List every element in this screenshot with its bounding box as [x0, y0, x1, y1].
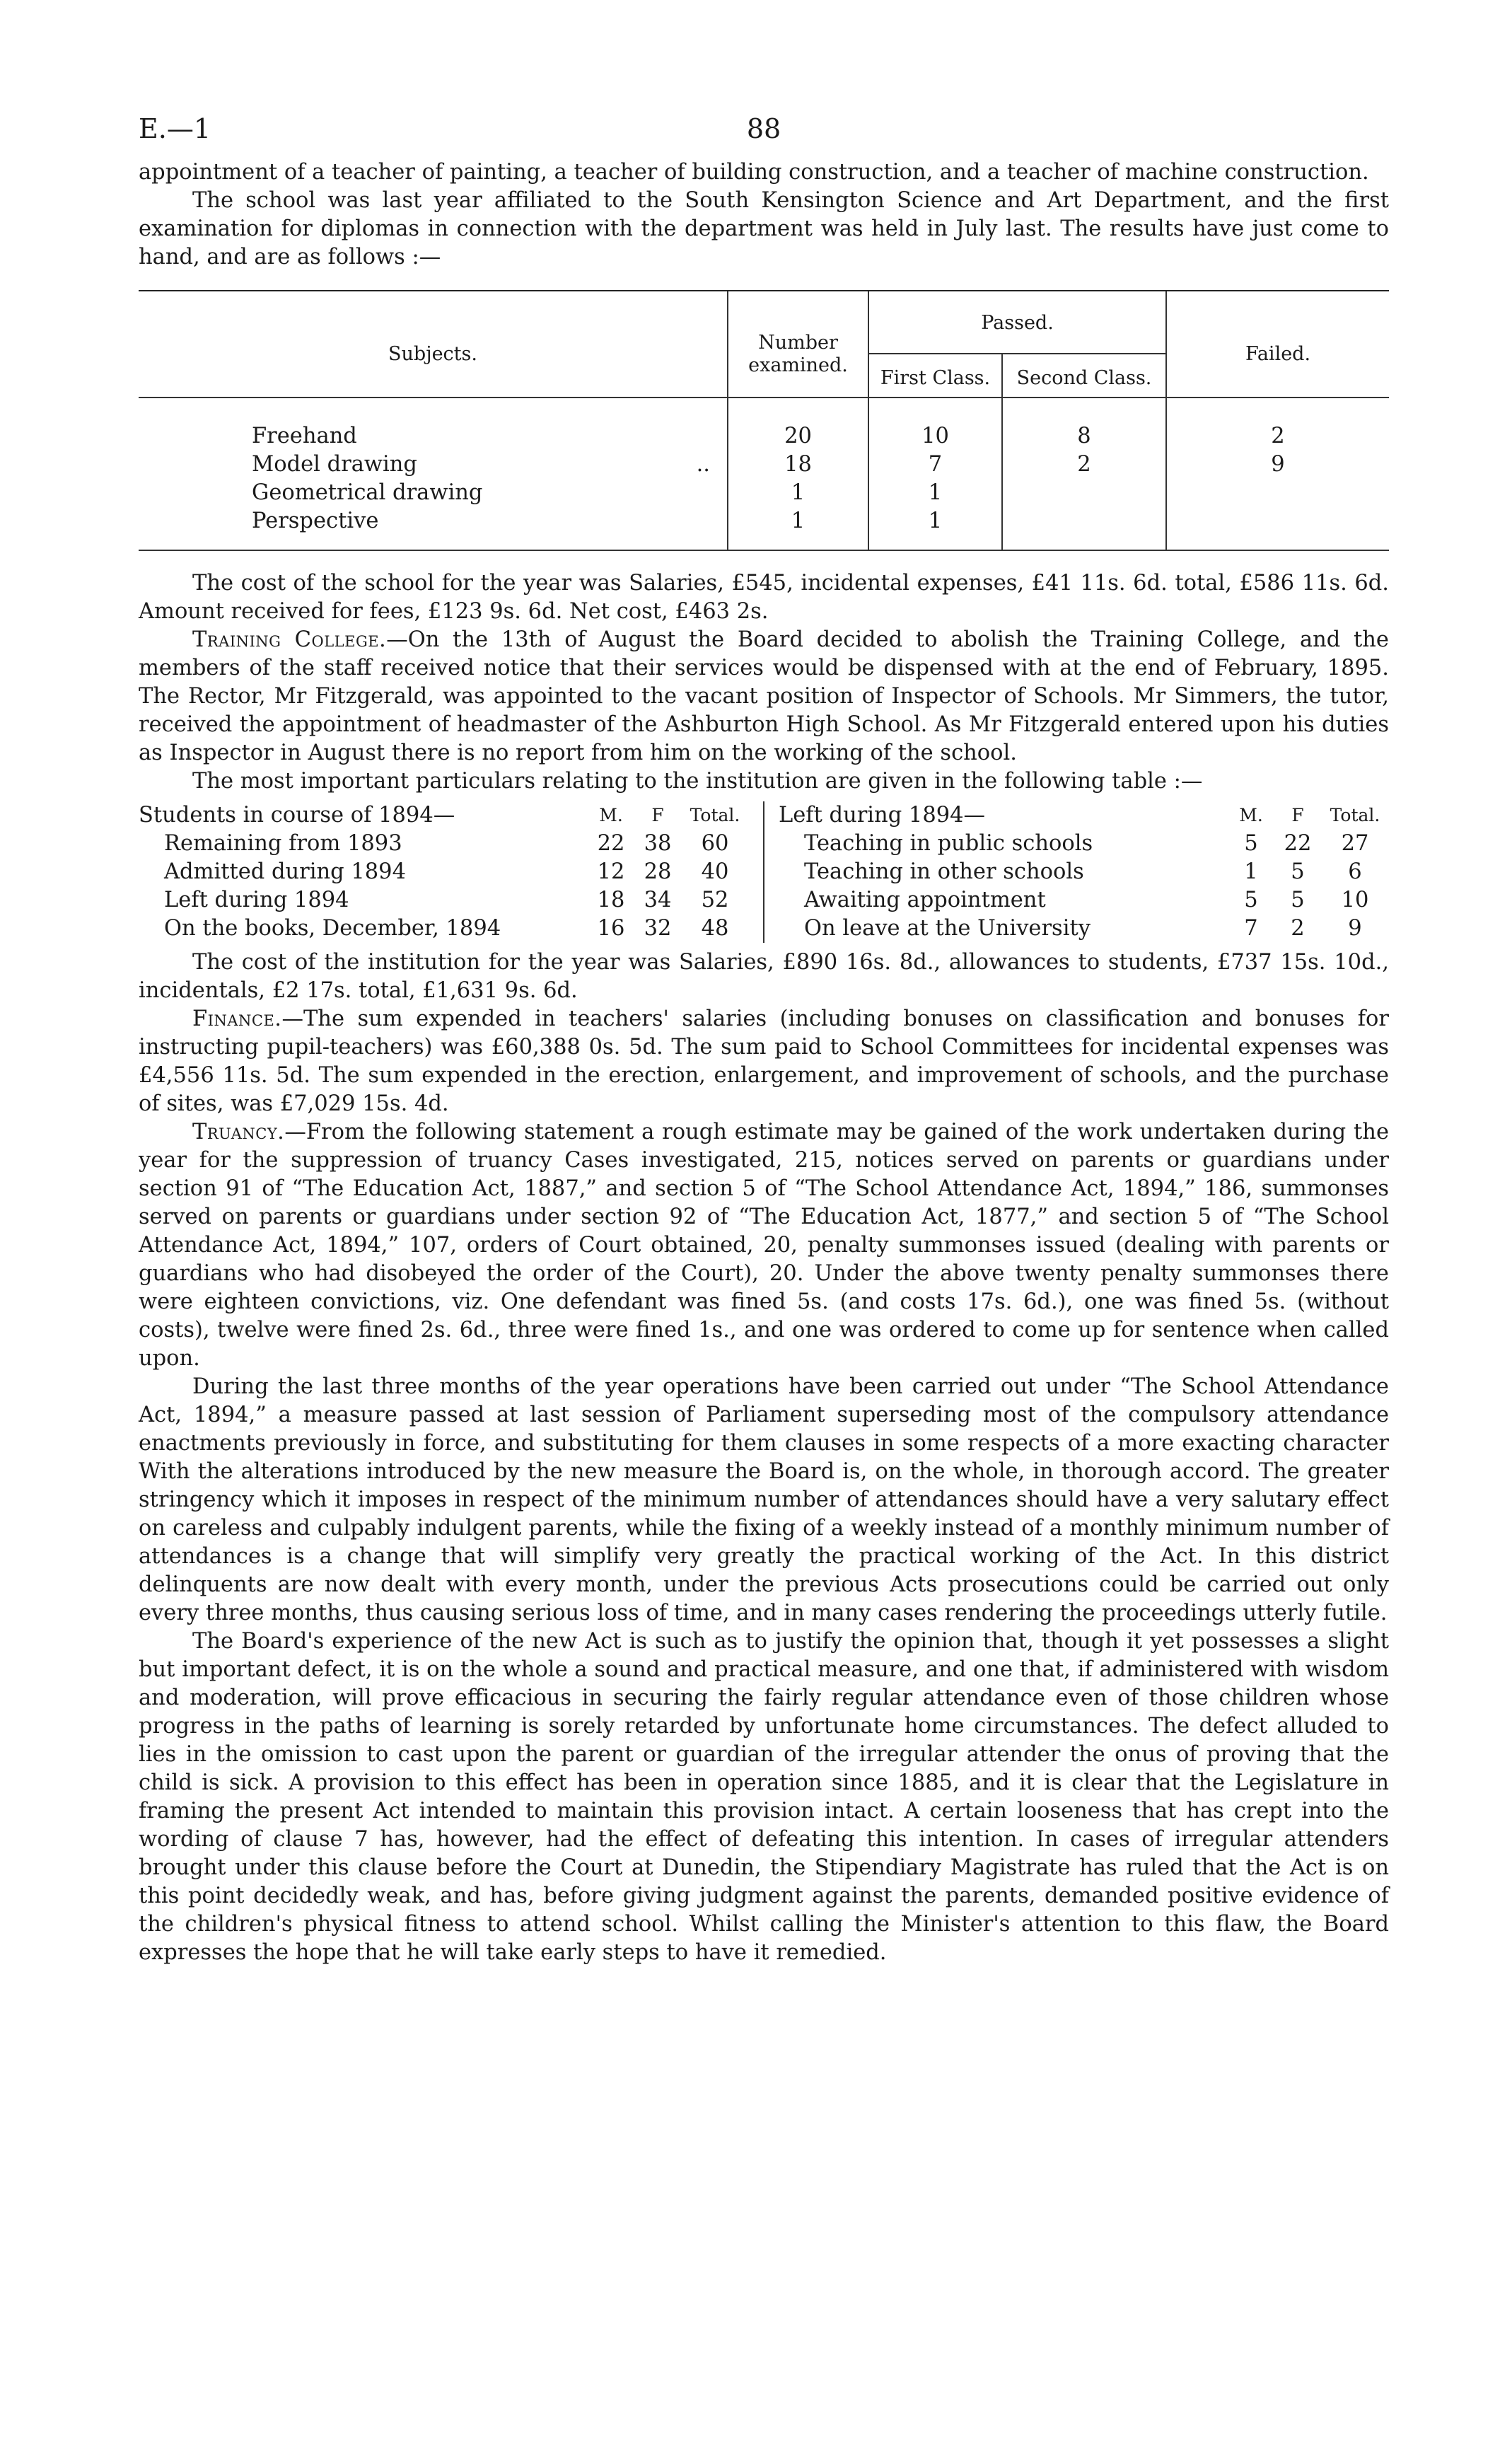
row-subject: Perspective — [252, 509, 379, 533]
row-total: 9 — [1348, 916, 1362, 941]
row-examined: 18 — [728, 451, 868, 479]
table-row — [139, 830, 749, 858]
paragraph-institution-cost: The cost of the institution for the year was Salaries, £890 16s. 8d., allowances to students, £737 15s. 10d., incidentals, £2 17s. total, £1,631 9s. 6d. — [139, 950, 1389, 1003]
leader-dots: .. — [696, 452, 710, 477]
paragraph-board-experience: The Board's experience of the new Act is such as to justify the opinion that, though it yet possesses a slight but important defect, it is on the whole a sound and practical measure, and one that, if administered with wisdom and moderation, will prove efficacious in securing the fairly regular attendance even of those children whose progress in the paths of learning is sorely retarded by unfortunate home circumstances. The defect alluded to lies in the omission to cast upon the parent or guardian of the irregular attender the onus of proving that the child is sick. A provision to this effect has been in operation since 1885, and it is clear that the Legislature in framing the present Act intended to maintain this provision intact. A certain looseness that has crept into the wording of clause 7 has, however, had the effect of defeating this intention. In cases of irregular attenders brought under this clause before the Court at Dunedin, the Stipendiary Magistrate has ruled that the Act is on this point decidedly weak, and has, before giving judgment against the parents, demanded positive evidence of the children's physical fitness to attend school. Whilst calling the Minister's attention to this flaw, the Board expresses the hope that he will take early steps to have it remedied. — [139, 1629, 1389, 1965]
header-number-examined — [728, 311, 868, 398]
paragraph-attendance-act: During the last three months of the year operations have been carried out under “The School Attendance Act, 1894,” a measure passed at last session of Parliament superseding most of the compulsory attendance enactments previously in force, and substituting for them clauses in some respects of a more exacting character With the alterations introduced by the new measure the Board is, on the whole, in thorough accord. The greater stringency which it imposes in respect of the minimum number of attendances should have a very salutary effect on careless and culpably indulgent parents, while the fixing of a weekly instead of a monthly minimum number of attendances is a change that will simplify very greatly the practical working of the Act. In this district delinquents are now dealt with every month, under the previous Acts prosecutions could be carried out only every three months, thus causing serious loss of time, and in many cases rendering the proceedings utterly futile. — [139, 1374, 1389, 1625]
paragraph-particulars-intro: The most important particulars relating to the institution are given in the following table :— — [192, 769, 1203, 794]
header-first-class: First Class. — [868, 354, 1002, 398]
header-passed: Passed. — [868, 311, 1166, 354]
header-number-line2: examined. — [748, 354, 848, 376]
page — [139, 113, 1389, 1967]
particulars-table — [139, 801, 1389, 943]
row-examined: 1 — [728, 507, 868, 550]
row-second-class — [1002, 479, 1166, 507]
row-examined: 1 — [728, 479, 868, 507]
left-header-row — [779, 801, 1389, 830]
row-label: On the books, December, 1894 — [164, 916, 501, 941]
header-failed: Failed. — [1166, 311, 1389, 398]
row-failed: 9 — [1166, 451, 1389, 479]
row-m: 22 — [597, 831, 625, 856]
paragraph-training-college-body: —On the 13th of August the Board decided to abolish the Training College, and the members of the staff received notice that their services would be dispensed with at the end of February, 1895. The Rector, Mr Fitzgerald, was appointed to the vacant position of Inspector of Schools. Mr Simmers, the tutor, received the appointment of headmaster of the Ashburton High School. As Mr Fitzgerald entered upon his duties as Inspector in August there is no report from him on the working of the school. — [139, 627, 1389, 765]
row-first-class: 10 — [868, 398, 1002, 451]
section-heading-truancy: Truancy. — [192, 1120, 285, 1144]
header-number-line1: Number — [758, 331, 838, 354]
table-row — [779, 858, 1389, 886]
row-total: 6 — [1348, 859, 1362, 884]
row-m: 1 — [1244, 859, 1258, 884]
row-label: Remaining from 1893 — [164, 831, 402, 856]
row-m: 5 — [1244, 831, 1258, 856]
table-row — [779, 830, 1389, 858]
row-m: 12 — [597, 859, 625, 884]
paragraph-school-cost: The cost of the school for the year was Salaries, £545, incidental expenses, £41 11s. 6d. total, £586 11s. 6d. Amount received for fees, £123 9s. 6d. Net cost, £463 2s. — [139, 571, 1389, 624]
row-subject: Freehand — [252, 424, 357, 448]
paragraph-truancy — [139, 1118, 1389, 1373]
row-m: 5 — [1244, 888, 1258, 912]
results-table — [139, 290, 1389, 551]
students-in-course-column — [139, 801, 764, 943]
row-f: 32 — [644, 916, 672, 941]
row-f: 28 — [644, 859, 672, 884]
row-label: Admitted during 1894 — [164, 859, 406, 884]
table-row — [139, 451, 1389, 479]
row-total: 40 — [701, 859, 729, 884]
page-number: 88 — [746, 113, 781, 144]
col-f: F — [1291, 805, 1304, 825]
row-total: 52 — [701, 888, 729, 912]
paragraph-finance-body: —The sum expended in teachers' salaries (including bonuses on classification and bonuses for instructing pupil-teachers) was £60,388 0s. 5d. The sum paid to School Committees for incidental expenses was £4,556 11s. 5d. The sum expended in the erection, enlargement, and improvement of schools, and the purchase of sites, was £7,029 15s. 4d. — [139, 1007, 1389, 1116]
row-label: Awaiting appointment — [804, 888, 1046, 912]
header-second-class: Second Class. — [1002, 354, 1166, 398]
col-m: M. — [1239, 805, 1263, 825]
row-f: 5 — [1291, 888, 1305, 912]
document-reference: E.—1 — [139, 113, 211, 144]
table-row — [779, 915, 1389, 943]
row-second-class — [1002, 507, 1166, 550]
row-failed: 2 — [1166, 398, 1389, 451]
students-header-row — [139, 801, 749, 830]
row-failed — [1166, 479, 1389, 507]
left-heading: Left during 1894— — [779, 803, 986, 828]
row-first-class: 7 — [868, 451, 1002, 479]
row-m: 16 — [597, 916, 625, 941]
students-heading: Students in course of 1894— — [139, 803, 455, 828]
row-first-class: 1 — [868, 507, 1002, 550]
row-total: 27 — [1341, 831, 1369, 856]
paragraph-continuation: appointment of a teacher of painting, a teacher of building construction, and a teacher of machine construction. — [139, 160, 1369, 185]
row-label: Teaching in other schools — [804, 859, 1084, 884]
row-failed — [1166, 507, 1389, 550]
row-examined: 20 — [728, 398, 868, 451]
row-f: 38 — [644, 831, 672, 856]
row-total: 10 — [1341, 888, 1369, 912]
row-label: Left during 1894 — [164, 888, 349, 912]
table-row — [779, 886, 1389, 915]
header-subjects: Subjects. — [388, 342, 477, 365]
paragraph-finance — [139, 1005, 1389, 1118]
section-heading-training-college: Training College. — [192, 627, 387, 652]
row-label: Teaching in public schools — [804, 831, 1093, 856]
paragraph-affiliation: The school was last year affiliated to the South Kensington Science and Art Department, and the first examination for diplomas in connection with the department was held in July last. The results have just come to hand, and are as follows :— — [139, 188, 1389, 269]
row-second-class: 2 — [1002, 451, 1166, 479]
page-header — [139, 113, 1389, 158]
table-row — [139, 915, 749, 943]
row-subject: Model drawing — [252, 452, 417, 477]
col-total: Total. — [690, 805, 740, 825]
row-m: 18 — [597, 888, 625, 912]
row-first-class: 1 — [868, 479, 1002, 507]
col-total: Total. — [1330, 805, 1380, 825]
table-row — [139, 507, 1389, 550]
row-f: 34 — [644, 888, 672, 912]
row-second-class: 8 — [1002, 398, 1166, 451]
row-m: 7 — [1244, 916, 1258, 941]
section-heading-finance: Finance. — [192, 1007, 282, 1031]
table-row — [139, 858, 749, 886]
table-row — [139, 886, 749, 915]
row-f: 5 — [1291, 859, 1305, 884]
col-m: M. — [599, 805, 623, 825]
left-during-column — [764, 801, 1389, 943]
row-total: 60 — [701, 831, 729, 856]
row-label: On leave at the University — [804, 916, 1091, 941]
row-f: 22 — [1284, 831, 1312, 856]
table-row — [139, 479, 1389, 507]
col-f: F — [651, 805, 664, 825]
row-total: 48 — [701, 916, 729, 941]
row-f: 2 — [1291, 916, 1305, 941]
table-row — [139, 398, 1389, 451]
paragraph-truancy-body: —From the following statement a rough estimate may be gained of the work undertaken during the year for the suppression of truancy Cases investigated, 215, notices served on parents or guardians under section 91 of “The Education Act, 1887,” and section 5 of “The School Attendance Act, 1894,” 186, summonses served on parents or guardians under section 92 of “The Education Act, 1877,” and section 5 of “The School Attendance Act, 1894,” 107, orders of Court obtained, 20, penalty summonses issued (dealing with parents or guardians who had disobeyed the order of the Court), 20. Under the above twenty penalty summonses there were eighteen convictions, viz. One defendant was fined 5s. (and costs 17s. 6d.), one was fined 5s. (without costs), twelve were fined 2s. 6d., three were fined 1s., and one was ordered to come up for sentence when called upon. — [139, 1120, 1389, 1371]
paragraph-training-college — [139, 626, 1389, 767]
row-subject: Geometrical drawing — [252, 480, 483, 505]
